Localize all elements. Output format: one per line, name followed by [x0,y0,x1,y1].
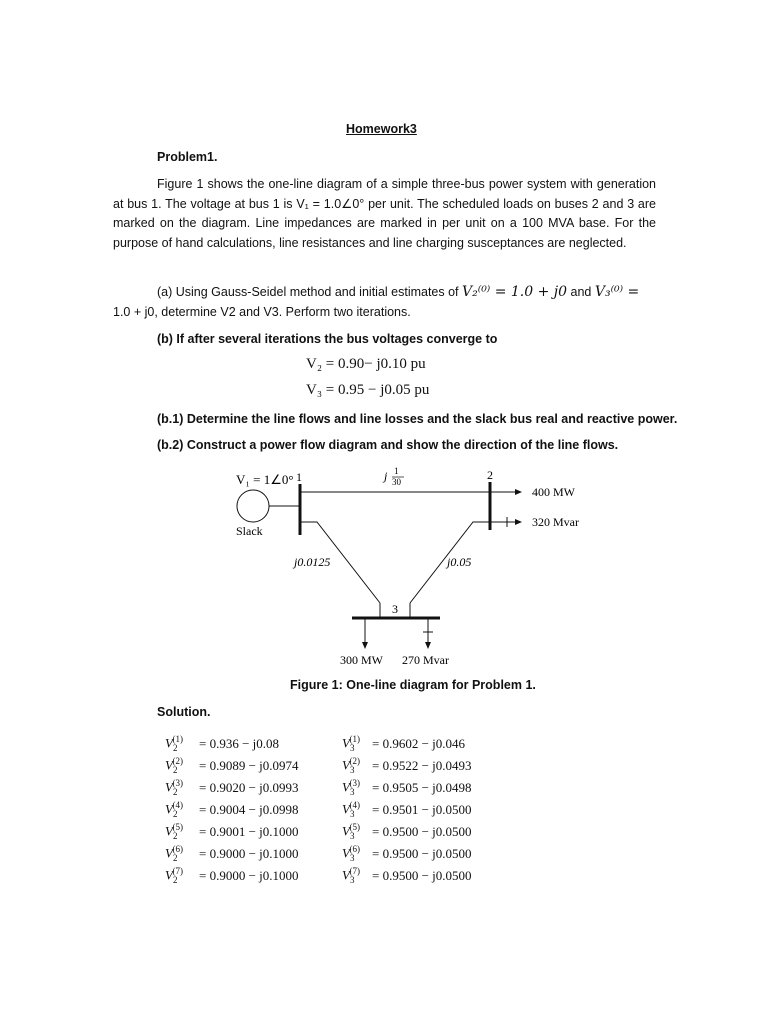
solution-v2-row [165,800,299,819]
p3-arrowhead [362,642,368,649]
converged-v2: V₂ = 0.90− j0.10 pu [306,356,426,372]
solution-var-subscript: 3 [349,808,355,819]
solution-var-subscript: 2 [172,786,178,797]
solution-iteration-index: (2) [172,756,183,766]
v3-initial-estimate: V₃⁽⁰⁾ = [594,284,640,300]
solution-value: = 0.9000 − j0.1000 [199,868,299,883]
solution-v2-row [165,756,299,775]
bus2-label: 2 [487,468,493,482]
solution-iteration-index: (7) [349,866,360,876]
solution-iteration-index: (6) [172,844,183,854]
solution-var-subscript: 2 [172,764,178,775]
solution-value: = 0.936 − j0.08 [199,736,280,751]
solution-var-symbol: V [342,867,350,883]
slack-label: Slack [236,524,263,538]
converged-v3: V₃ = 0.95 − j0.05 pu [306,382,430,398]
solution-v2-row [165,866,299,885]
solution-var-subscript: 3 [349,830,355,841]
solution-var-symbol: V [342,757,350,773]
solution-var-subscript: 3 [349,852,355,863]
z12-j: j [384,469,388,483]
solution-var-subscript: 2 [172,742,178,753]
part-b: (b) If after several iterations the bus voltages converge to [157,332,498,346]
solution-v3-row [342,822,472,841]
solution-var-subscript: 3 [349,874,355,885]
q2-arrowhead [515,519,522,525]
solution-var-subscript: 3 [349,786,355,797]
solution-iteration-index: (1) [172,734,183,744]
solution-value: = 0.9000 − j0.1000 [199,846,299,861]
solution-v3-row [342,756,472,775]
solution-v3-row [342,778,472,797]
solution-v3-row [342,844,472,863]
solution-value: = 0.9501 − j0.0500 [372,802,472,817]
solution-value: = 0.9500 − j0.0500 [372,868,472,883]
solution-title: Solution. [157,705,211,719]
solution-var-symbol: V [342,823,350,839]
solution-var-symbol: V [342,801,350,817]
solution-v2-row [165,734,280,753]
q3-label: 270 Mvar [402,653,449,667]
solution-iteration-index: (6) [349,844,360,854]
z12-den: 30 [392,477,401,487]
solution-var-symbol: V [165,801,173,817]
solution-var-symbol: V [342,735,350,751]
solution-value: = 0.9004 − j0.0998 [199,802,299,817]
figure-caption: Figure 1: One-line diagram for Problem 1. [290,678,536,692]
solution-var-subscript: 3 [349,742,355,753]
solution-v3-row [342,866,472,885]
solution-value: = 0.9020 − j0.0993 [199,780,299,795]
solution-var-symbol: V [165,735,173,751]
p2-label: 400 MW [532,485,575,499]
z13-label: j0.0125 [294,555,331,569]
z12-num: 1 [394,466,399,476]
solution-iteration-index: (5) [349,822,360,832]
z23-label: j0.05 [447,555,472,569]
part-b1: (b.1) Determine the line flows and line losses and the slack bus real and reactive power. [157,412,678,426]
solution-var-subscript: 2 [172,830,178,841]
solution-iteration-index: (7) [172,866,183,876]
solution-v3-row [342,800,472,819]
part-a-and: and [570,285,592,299]
solution-var-subscript: 2 [172,852,178,863]
solution-value: = 0.9500 − j0.0500 [372,846,472,861]
solution-iteration-index: (4) [349,800,360,810]
solution-var-symbol: V [165,779,173,795]
solution-var-symbol: V [342,845,350,861]
solution-value: = 0.9089 − j0.0974 [199,758,299,773]
solution-var-symbol: V [165,845,173,861]
solution-var-symbol: V [165,867,173,883]
solution-value: = 0.9001 − j0.1000 [199,824,299,839]
solution-var-subscript: 2 [172,808,178,819]
solution-iteration-index: (5) [172,822,183,832]
p3-label: 300 MW [340,653,383,667]
solution-var-symbol: V [165,757,173,773]
solution-var-symbol: V [342,779,350,795]
solution-value: = 0.9500 − j0.0500 [372,824,472,839]
problem-title: Problem1. [157,150,218,164]
solution-iteration-index: (4) [172,800,183,810]
solution-v3-row [342,734,466,753]
solution-iteration-index: (2) [349,756,360,766]
solution-v2-row [165,844,299,863]
solution-var-symbol: V [165,823,173,839]
solution-var-subscript: 3 [349,764,355,775]
q2-label: 320 Mvar [532,515,579,529]
q3-arrowhead [425,642,431,649]
v2-initial-estimate: V₂⁽⁰⁾ = 1.0 + j0 [462,284,568,300]
solution-value: = 0.9505 − j0.0498 [372,780,472,795]
homework-heading: Homework3 [346,122,417,136]
bus1-label: 1 [296,470,302,484]
solution-value: = 0.9602 − j0.046 [372,736,466,751]
bus3-label: 3 [392,602,398,616]
part-b2: (b.2) Construct a power flow diagram and show the direction of the line flows. [157,438,619,452]
part-a-prefix: (a) Using Gauss-Seidel method and initial estimates of [157,285,459,299]
v1-label: V₁ = 1∠0° [236,472,294,487]
intro-paragraph: Figure 1 shows the one-line diagram of a simple three-bus power system with generation at bus 1. The voltage at bus 1 is V₁ = 1.0∠0° per unit. The scheduled loads on buses 2 and 3 are marked on the diagram. Line impedances are marked in per unit on a 100 MVA base. For the purpose of hand calculations, line resistances and line charging susceptances are neglected. [113,177,656,250]
solution-v2-row [165,822,299,841]
solution-var-subscript: 2 [172,874,178,885]
slack-generator [237,490,269,522]
solution-value: = 0.9522 − j0.0493 [372,758,472,773]
solution-v2-row [165,778,299,797]
solution-iteration-index: (3) [349,778,360,788]
solution-iteration-index: (1) [349,734,360,744]
part-a-line2: 1.0 + j0, determine V2 and V3. Perform two iterations. [113,305,411,319]
solution-iteration-index: (3) [172,778,183,788]
p2-arrowhead [515,489,522,495]
